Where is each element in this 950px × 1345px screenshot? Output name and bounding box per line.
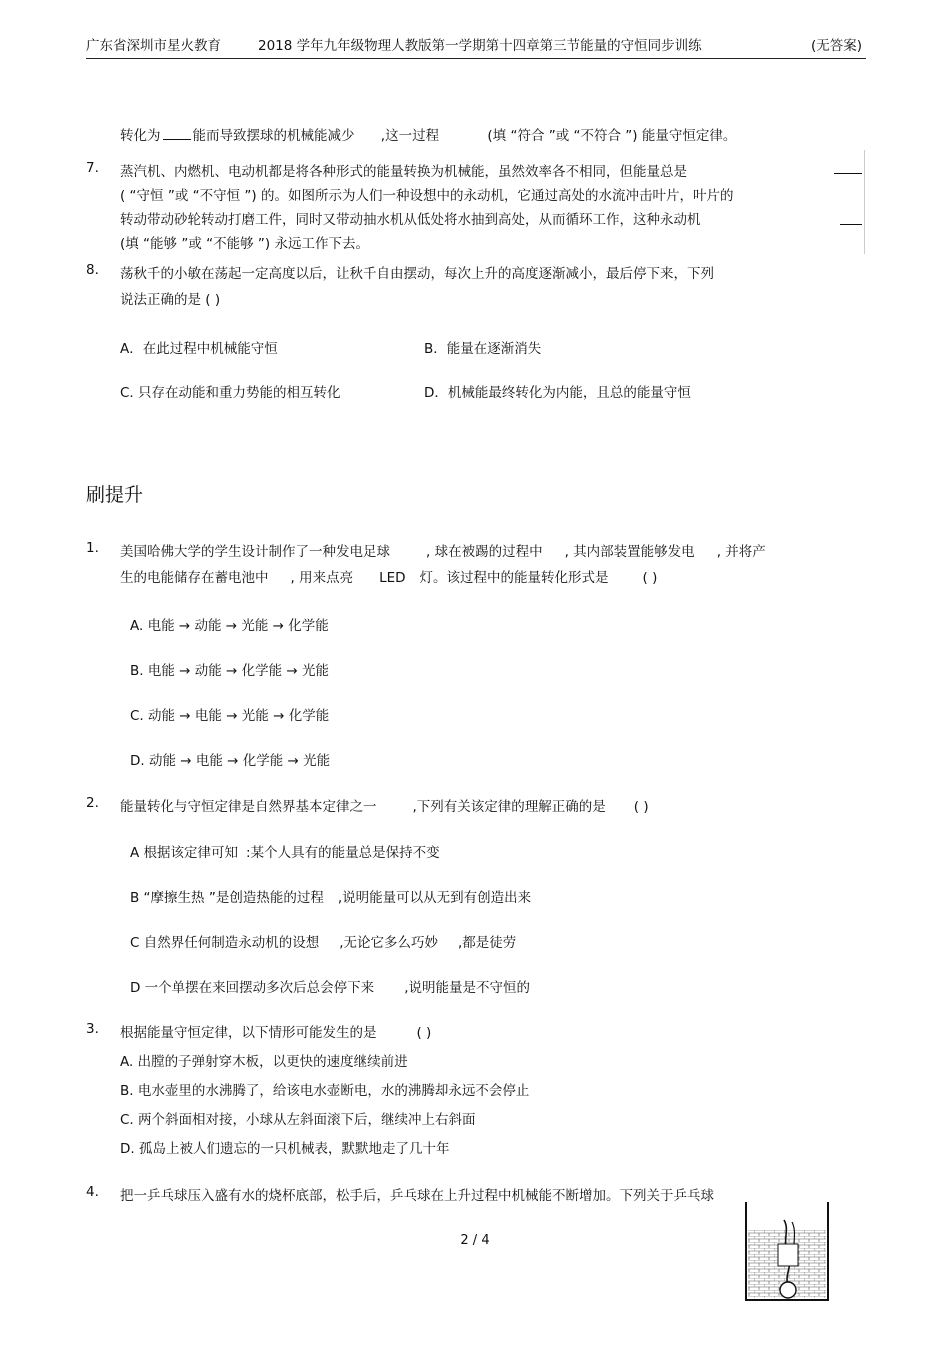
q7-line-2: ( “守恒 ”或 “不守恒 ”) 的。如图所示为人们一种设想中的永动机，它通过高处的水流冲击叶片，叶片的 (120, 188, 734, 204)
p2-option-c (130, 931, 516, 951)
hand-shape (778, 1244, 798, 1266)
p1-option-d: D. 动能 → 电能 → 化学能 → 光能 (130, 753, 331, 769)
p1-line-1d: , 并将产 (716, 544, 766, 560)
top-text-b: 能而导致摆球的机械能减少 (192, 128, 355, 144)
header-note: (无答案) (810, 38, 862, 54)
p1-option-a: A. 电能 → 动能 → 光能 → 化学能 (130, 618, 329, 634)
p2-option-a (130, 841, 440, 861)
p1-line-2a: 生的电能储存在蓄电池中 (120, 570, 269, 586)
p3-number: 3. (86, 1021, 99, 1037)
p1-option-c: C. 动能 → 电能 → 光能 → 化学能 (130, 708, 330, 724)
p1-option-b: B. 电能 → 动能 → 化学能 → 光能 (130, 663, 330, 679)
q8-option-d: D．机械能最终转化为内能，且总的能量守恒 (424, 385, 691, 401)
p2-option-c-1: C 自然界任何制造永动机的设想 (130, 935, 320, 951)
top-text-c: ,这一过程 (380, 128, 440, 144)
header-rule (86, 58, 866, 59)
q8-option-b: B．能量在逐渐消失 (424, 341, 542, 357)
p1-line-1c: , 其内部装置能够发电 (564, 544, 695, 560)
p3-line-1b: ( ) (416, 1025, 432, 1041)
top-text-a: 转化为 (120, 128, 161, 144)
p4-number: 4. (86, 1184, 99, 1200)
p1-line-2c: LED (379, 570, 406, 586)
p1-number: 1. (86, 540, 99, 556)
p3-option-c: C. 两个斜面相对接，小球从左斜面滚下后，继续冲上右斜面 (120, 1112, 476, 1128)
p1-line-1a: 美国哈佛大学的学生设计制作了一种发电足球 (120, 544, 390, 560)
p2-option-d (130, 976, 530, 996)
p3-line-1 (120, 1021, 431, 1041)
p2-line-1 (120, 795, 649, 815)
p2-option-c-3: ,都是徒劳 (458, 935, 517, 951)
p1-line-2b: , 用来点亮 (290, 570, 354, 586)
margin-rule (864, 150, 865, 254)
q7-number: 7. (86, 160, 99, 176)
p3-option-a: A. 出膛的子弹射穿木板，以更快的速度继续前进 (120, 1054, 408, 1070)
p1-line-2d: 灯。该过程中的能量转化形式是 (419, 570, 609, 586)
ping-pong-ball (780, 1282, 796, 1298)
p1-line-2 (120, 566, 657, 586)
q8-option-c: C. 只存在动能和重力势能的相互转化 (120, 385, 341, 401)
top-continuation-line (120, 124, 736, 144)
p2-option-a-1: A 根据该定律可知 (130, 845, 239, 861)
p1-line-1b: , 球在被踢的过程中 (426, 544, 543, 560)
p1-line-2e: ( ) (642, 570, 658, 586)
p2-line-1b: ,下列有关该定律的理解正确的是 (412, 799, 606, 815)
q7-answer-blank-2 (840, 224, 862, 225)
p2-option-b-1: B “摩擦生热 ”是创造热能的过程 (130, 890, 324, 906)
q7-answer-blank-1 (834, 173, 862, 174)
p2-number: 2. (86, 795, 99, 811)
p3-line-1a: 根据能量守恒定律，以下情形可能发生的是 (120, 1025, 377, 1041)
header-school: 广东省深圳市星火教育 (86, 38, 221, 54)
page-number: 2 / 4 (460, 1233, 490, 1248)
p2-option-d-2: ,说明能量是不守恒的 (404, 980, 530, 996)
p3-option-d: D. 孤岛上被人们遗忘的一只机械表，默默地走了几十年 (120, 1141, 450, 1157)
p2-option-a-2: :某个人具有的能量总是保持不变 (246, 845, 440, 861)
p2-option-c-2: ,无论它多么巧妙 (339, 935, 439, 951)
q8-number: 8. (86, 262, 99, 278)
top-text-d: (填 “符合 ”或 “不符合 ”) 能量守恒定律。 (487, 128, 737, 144)
p3-option-b: B. 电水壶里的水沸腾了，给该电水壶断电，水的沸腾却永远不会停止 (120, 1083, 530, 1099)
q8-option-a: A．在此过程中机械能守恒 (120, 341, 278, 357)
q7-line-1: 蒸汽机、内燃机、电动机都是将各种形式的能量转换为机械能，虽然效率各不相同，但能量总是 (120, 164, 687, 180)
answer-blank (163, 126, 191, 140)
q7-line-4: (填 “能够 ”或 “不能够 ”) 永远工作下去。 (120, 236, 369, 252)
q8-line-2: 说法正确的是 ( ) (120, 292, 221, 308)
p2-option-d-1: D 一个单摆在来回摆动多次后总会停下来 (130, 980, 375, 996)
beaker-figure (744, 1200, 830, 1302)
p1-line-1 (120, 540, 766, 560)
p2-line-1a: 能量转化与守恒定律是自然界基本定律之一 (120, 799, 377, 815)
page-header (86, 34, 866, 54)
q7-line-3: 转动带动砂轮转动打磨工件，同时又带动抽水机从低处将水抽到高处，从而循环工作，这种永动机 (120, 212, 701, 228)
header-title: 2018 学年九年级物理人教版第一学期第十四章第三节能量的守恒同步训练 (258, 38, 702, 54)
p4-line-1: 把一乒乓球压入盛有水的烧杯底部，松手后，乒乓球在上升过程中机械能不断增加。下列关于乒乓球 (120, 1188, 714, 1204)
section-title: 刷提升 (86, 484, 144, 506)
q8-line-1: 荡秋千的小敏在荡起一定高度以后，让秋千自由摆动，每次上升的高度逐渐减小，最后停下来，下列 (120, 266, 714, 282)
p2-option-b (130, 886, 531, 906)
p2-line-1c: ( ) (633, 799, 649, 815)
p2-option-b-2: ,说明能量可以从无到有创造出来 (337, 890, 532, 906)
